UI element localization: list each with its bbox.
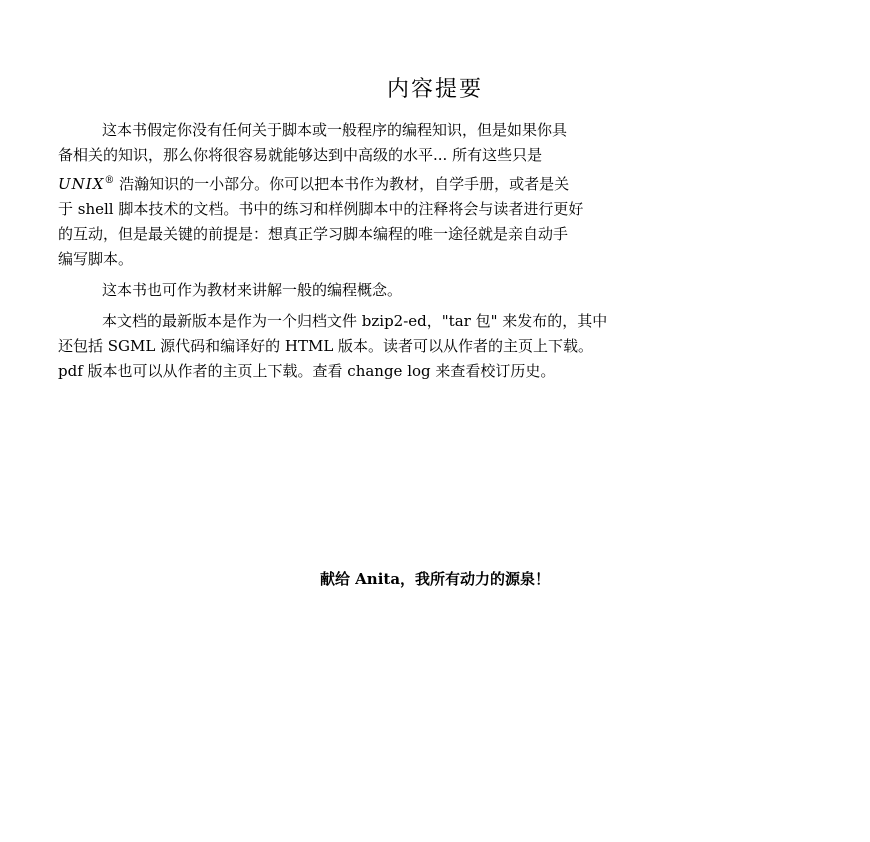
paragraph-1-line-4: 于 shell 脚本技术的文档。书中的练习和样例脚本中的注释将会与读者进行更好 [58, 200, 584, 218]
paragraph-1-line-2: 备相关的知识，那么你将很容易就能够达到中高级的水平... 所有这些只是 [58, 146, 543, 164]
abstract-paragraph-2 [58, 278, 812, 303]
abstract-paragraph-3 [58, 309, 812, 384]
paragraph-2-line-1: 这本书也可作为教材来讲解一般的编程概念。 [102, 281, 403, 299]
registered-mark: ® [104, 175, 115, 186]
abstract-heading: 内容提要 [386, 77, 483, 102]
paragraph-1-line-3-rest: 浩瀚知识的一小部分。你可以把本书作为教材，自学手册，或者是关 [114, 175, 570, 193]
paragraph-1-line-5: 的互动，但是最关键的前提是：想真正学习脚本编程的唯一途径就是亲自动手 [58, 225, 569, 243]
paragraph-1-line-1: 这本书假定你没有任何关于脚本或一般程序的编程知识，但是如果你具 [102, 121, 568, 139]
paragraph-3-line-2: 还包括 SGML 源代码和编译好的 HTML 版本。读者可以从作者的主页上下载。 [58, 337, 594, 355]
abstract-paragraph-1 [58, 118, 812, 272]
paragraph-3-line-3: pdf 版本也可以从作者的主页上下载。查看 change log 来查看校订历史。 [58, 362, 556, 380]
dedication-text: 献给 Anita，我所有动力的源泉！ [319, 570, 551, 588]
unix-trademark-text: UNIX [58, 175, 105, 193]
paragraph-1-line-6: 编写脚本。 [58, 250, 134, 268]
paragraph-1-line-3 [58, 168, 812, 197]
paragraph-3-line-1: 本文档的最新版本是作为一个归档文件 bzip2-ed，"tar 包" 来发布的，其中 [102, 312, 608, 330]
abstract-body [58, 118, 812, 384]
